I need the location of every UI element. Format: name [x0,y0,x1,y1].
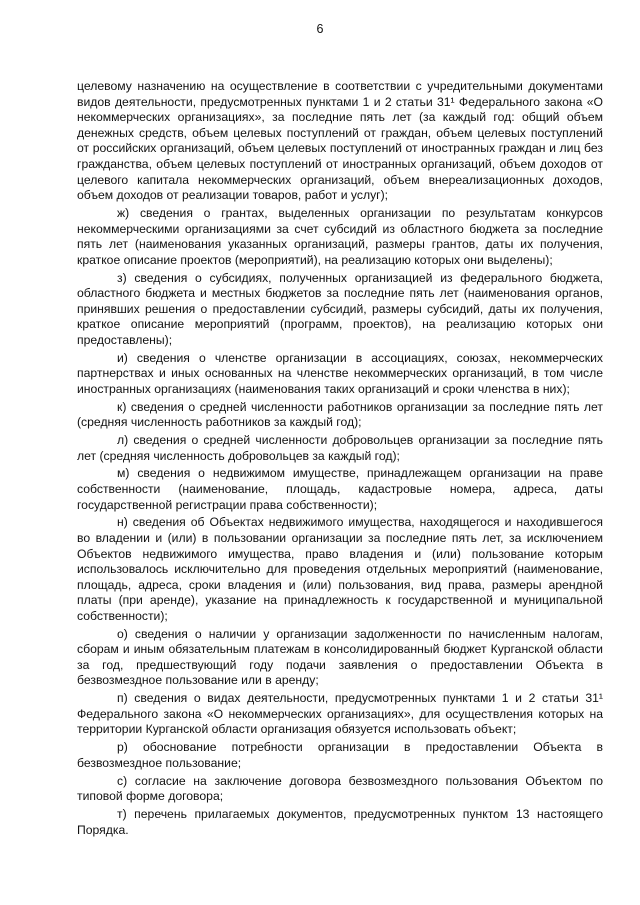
paragraph-item-t: т) перечень прилагаемых документов, предусмотренных пунктом 13 настоящего Порядка. [77,806,603,837]
paragraph-item-zh: ж) сведения о грантах, выделенных организации по результатам конкурсов некоммерческими организациями за счет субсидий из областного бюджета за последние пять лет (наименования указанных организаций, размеры грантов, даты их получения, краткое описание проектов (мероприятий), на реализацию которых они выделены); [77,205,603,267]
paragraph-item-m: м) сведения о недвижимом имуществе, принадлежащем организации на праве собственности (наименование, площадь, кадастровые номера, адреса, даты государственной регистрации права собственности); [77,466,603,512]
paragraph-item-s: с) согласие на заключение договора безвозмездного пользования Объектом по типовой форме договора; [77,773,603,804]
paragraph-item-p: п) сведения о видах деятельности, предусмотренных пунктами 1 и 2 статьи 31¹ Федерального закона «О некоммерческих организациях», для осуществления которых на территории Курганской области организация обязуется использовать объект; [77,691,603,737]
paragraph-item-o: о) сведения о наличии у организации задолженности по начисленным налогам, сборам и иным обязательным платежам в консолидированный бюджет Курганской области за год, предшествующий году подачи заявления о предоставлении Объекта в безвозмездное пользование или в аренду; [77,626,603,688]
paragraph-continuation: целевому назначению на осуществление в соответствии с учредительными документами видов деятельности, предусмотренных пунктами 1 и 2 статьи 31¹ Федерального закона «О некоммерческих организациях», за последние пять лет (за каждый год: общий объем денежных средств, объем целевых поступлений от граждан, объем целевых поступлений от российских организаций, объем целевых поступлений от иностранных граждан и лиц без гражданства, объем целевых поступлений от иностранных организаций, объем доходов от целевого капитала некоммерческих организаций, объем внереализационных доходов, объем доходов от реализации товаров, работ и услуг); [77,79,603,203]
paragraph-item-z: з) сведения о субсидиях, полученных организацией из федерального бюджета, областного бюджета и местных бюджетов за последние пять лет (наименования органов, принявших решения о предоставлении субсидий, размеры субсидий, даты их получения, краткое описание мероприятий (программ, проектов), на реализацию которых они предоставлены); [77,270,603,347]
paragraph-item-r: р) обоснование потребности организации в предоставлении Объекта в безвозмездное пользование; [77,740,603,770]
paragraph-item-n: н) сведения об Объектах недвижимого имущества, находящегося и находившегося во владении и (или) в пользовании организации за последние пять лет, за исключением Объектов недвижимого имущества, право владения и (или) пользование которым использовалось исключительно для проведения отдельных мероприятий (наименование, площадь, адреса, сроки владения и (или) пользования, вид права, размеры арендной платы (при аренде), указание на принадлежность к государственной и муниципальной собственности); [77,515,603,623]
paragraph-item-l: л) сведения о средней численности добровольцев организации за последние пять лет (средняя численность добровольцев за каждый год); [77,433,603,463]
page-number: 6 [316,22,324,36]
paragraph-item-k: к) сведения о средней численности работников организации за последние пять лет (средняя численность работников за каждый год); [77,399,603,430]
document-body [77,79,603,838]
paragraph-item-i: и) сведения о членстве организации в ассоциациях, союзах, некоммерческих партнерствах и иных основанных на членстве некоммерческих организаций, в том числе иностранных организациях (наименования таких организаций и сроки членства в них); [77,350,603,396]
